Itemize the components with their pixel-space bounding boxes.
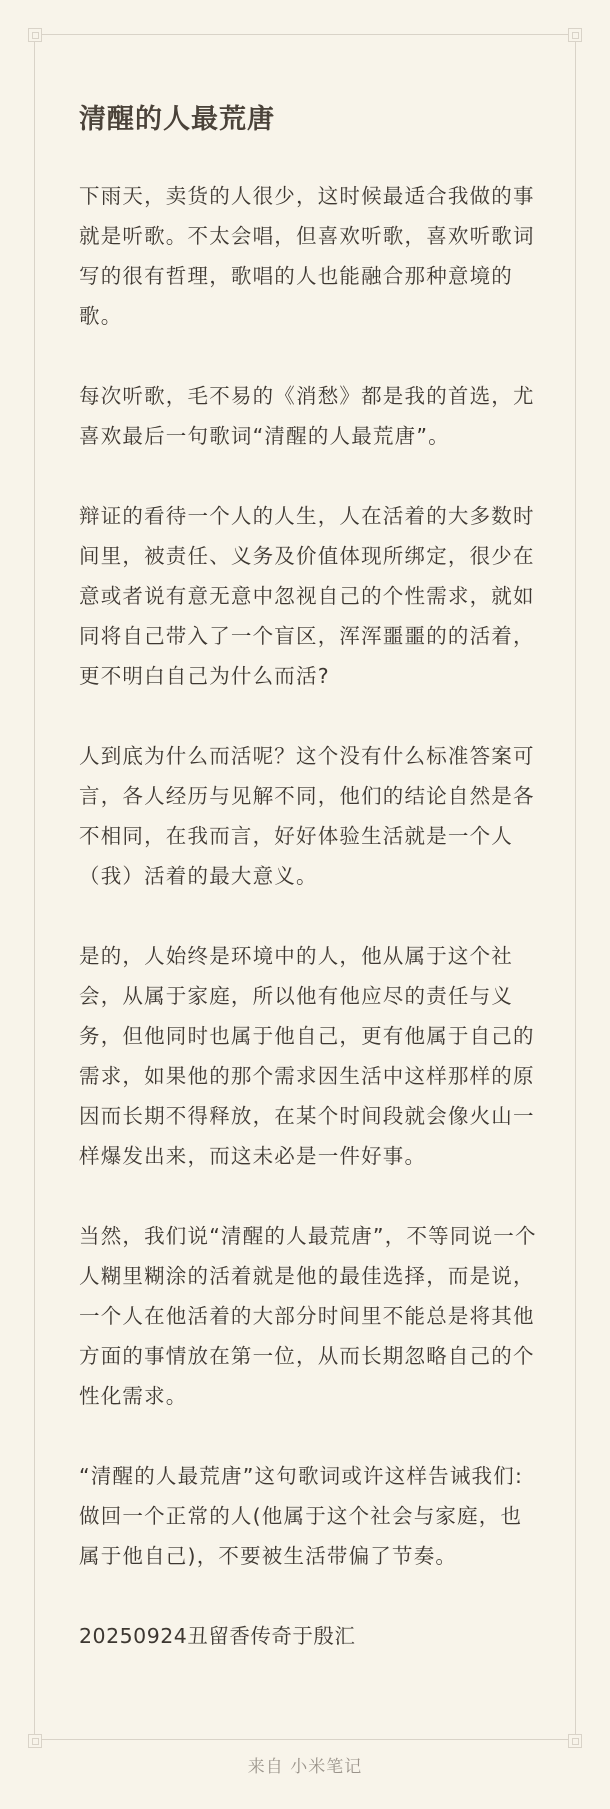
- note-content: [79, 98, 537, 1656]
- paragraph-4: 人到底为什么而活呢？这个没有什么标准答案可言，各人经历与见解不同，他们的结论自然是各不相同，在我而言，好好体验生活就是一个人（我）活着的最大意义。: [79, 744, 535, 888]
- paragraph-3: 辩证的看待一个人的人生，人在活着的大多数时间里，被责任、义务及价值体现所绑定，很少在意或者说有意无意中忽视自己的个性需求，就如同将自己带入了一个盲区，浑浑噩噩的的活着，更不明白自己为什么而活?: [79, 504, 535, 688]
- paragraph-5: 是的，人始终是环境中的人，他从属于这个社会，从属于家庭，所以他有他应尽的责任与义务，但他同时也属于他自己，更有他属于自己的需求，如果他的那个需求因生活中这样那样的原因而长期不得释放，在某个时间段就会像火山一样爆发出来，而这未必是一件好事。: [79, 944, 535, 1168]
- corner-ornament-top-right: [568, 28, 582, 42]
- corner-ornament-top-left: [28, 28, 42, 42]
- corner-ornament-bottom-right: [568, 1734, 582, 1748]
- signature: 20250924丑留香传奇于殷汇: [79, 1624, 356, 1648]
- paragraph-2: 每次听歌，毛不易的《消愁》都是我的首选，尤喜欢最后一句歌词“清醒的人最荒唐”。: [79, 384, 535, 448]
- corner-ornament-bottom-left: [28, 1734, 42, 1748]
- paragraph-7: “清醒的人最荒唐”这句歌词或许这样告诫我们:做回一个正常的人(他属于这个社会与家庭，也属于他自己)，不要被生活带偏了节奏。: [79, 1464, 524, 1568]
- paragraph-1: 下雨天，卖货的人很少，这时候最适合我做的事就是听歌。不太会唱，但喜欢听歌，喜欢听歌词写的很有哲理，歌唱的人也能融合那种意境的歌。: [79, 184, 535, 328]
- note-body: [79, 176, 537, 1656]
- note-title: 清醒的人最荒唐: [79, 104, 275, 135]
- source-label: 来自 小米笔记: [247, 1757, 363, 1777]
- paragraph-6: 当然，我们说“清醒的人最荒唐”，不等同说一个人糊里糊涂的活着就是他的最佳选择，而是说，一个人在他活着的大部分时间里不能总是将其他方面的事情放在第一位，从而长期忽略自己的个性化需求。: [79, 1224, 537, 1408]
